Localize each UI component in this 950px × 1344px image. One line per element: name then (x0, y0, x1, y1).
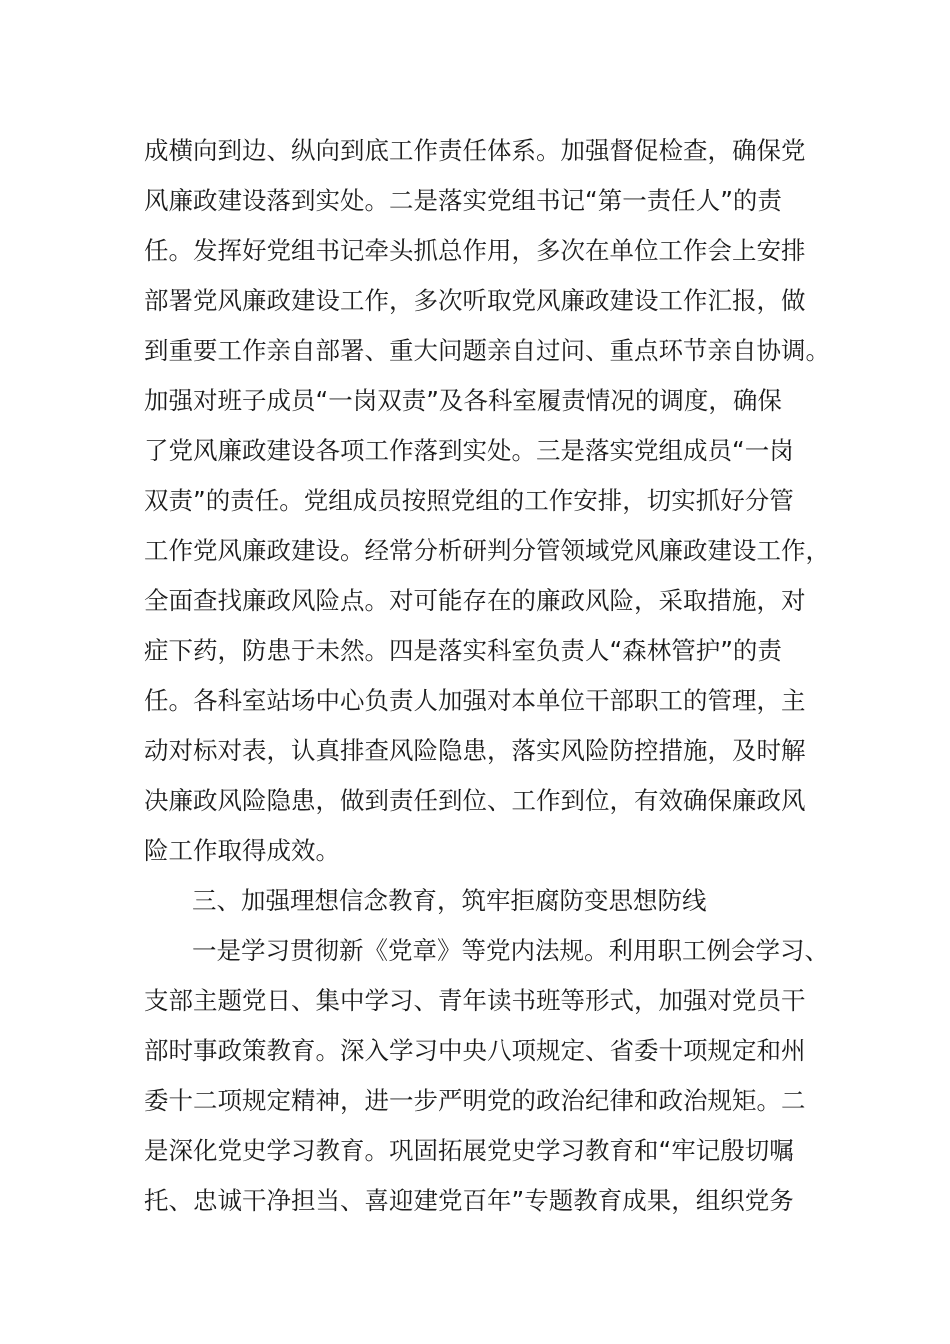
section-heading: 三、加强理想信念教育，筑牢拒腐防变思想防线 (192, 886, 707, 915)
text-line: 任。各科室站场中心负责人加强对本单位干部职工的管理，主 (144, 686, 806, 715)
text-line: 部时事政策教育。深入学习中央八项规定、省委十项规定和州 (144, 1036, 806, 1065)
text-line: 双责”的责任。党组成员按照党组的工作安排，切实抓好分管 (144, 486, 794, 515)
text-line: 症下药，防患于未然。四是落实科室负责人“森林管护”的责 (144, 636, 782, 665)
text-line: 一是学习贯彻新《党章》等党内法规。利用职工例会学习、 (192, 936, 829, 965)
text-line: 是深化党史学习教育。巩固拓展党史学习教育和“牢记殷切嘱 (144, 1136, 794, 1165)
text-line: 支部主题党日、集中学习、青年读书班等形式，加强对党员干 (144, 986, 806, 1015)
text-line: 工作党风廉政建设。经常分析研判分管领域党风廉政建设工作， (144, 536, 830, 565)
text-line: 部署党风廉政建设工作，多次听取党风廉政建设工作汇报，做 (144, 286, 806, 315)
text-line: 了党风廉政建设各项工作落到实处。三是落实党组成员“一岗 (144, 436, 794, 465)
text-line: 风廉政建设落到实处。二是落实党组书记“第一责任人”的责 (144, 186, 782, 215)
document-body (144, 126, 844, 1226)
text-line: 动对标对表，认真排查风险隐患，落实风险防控措施，及时解 (144, 736, 806, 765)
text-line: 全面查找廉政风险点。对可能存在的廉政风险，采取措施，对 (144, 586, 806, 615)
text-line: 险工作取得成效。 (144, 836, 340, 865)
text-line: 成横向到边、纵向到底工作责任体系。加强督促检查，确保党 (144, 136, 806, 165)
text-line: 任。发挥好党组书记牵头抓总作用，多次在单位工作会上安排 (144, 236, 806, 265)
text-line: 托、忠诚干净担当、喜迎建党百年”专题教育成果，组织党务 (144, 1186, 794, 1215)
text-line: 决廉政风险隐患，做到责任到位、工作到位，有效确保廉政风 (144, 786, 806, 815)
text-line: 到重要工作亲自部署、重大问题亲自过问、重点环节亲自协调。 (144, 336, 830, 365)
text-line: 加强对班子成员“一岗双责”及各科室履责情况的调度，确保 (144, 386, 782, 415)
text-line: 委十二项规定精神，进一步严明党的政治纪律和政治规矩。二 (144, 1086, 806, 1115)
